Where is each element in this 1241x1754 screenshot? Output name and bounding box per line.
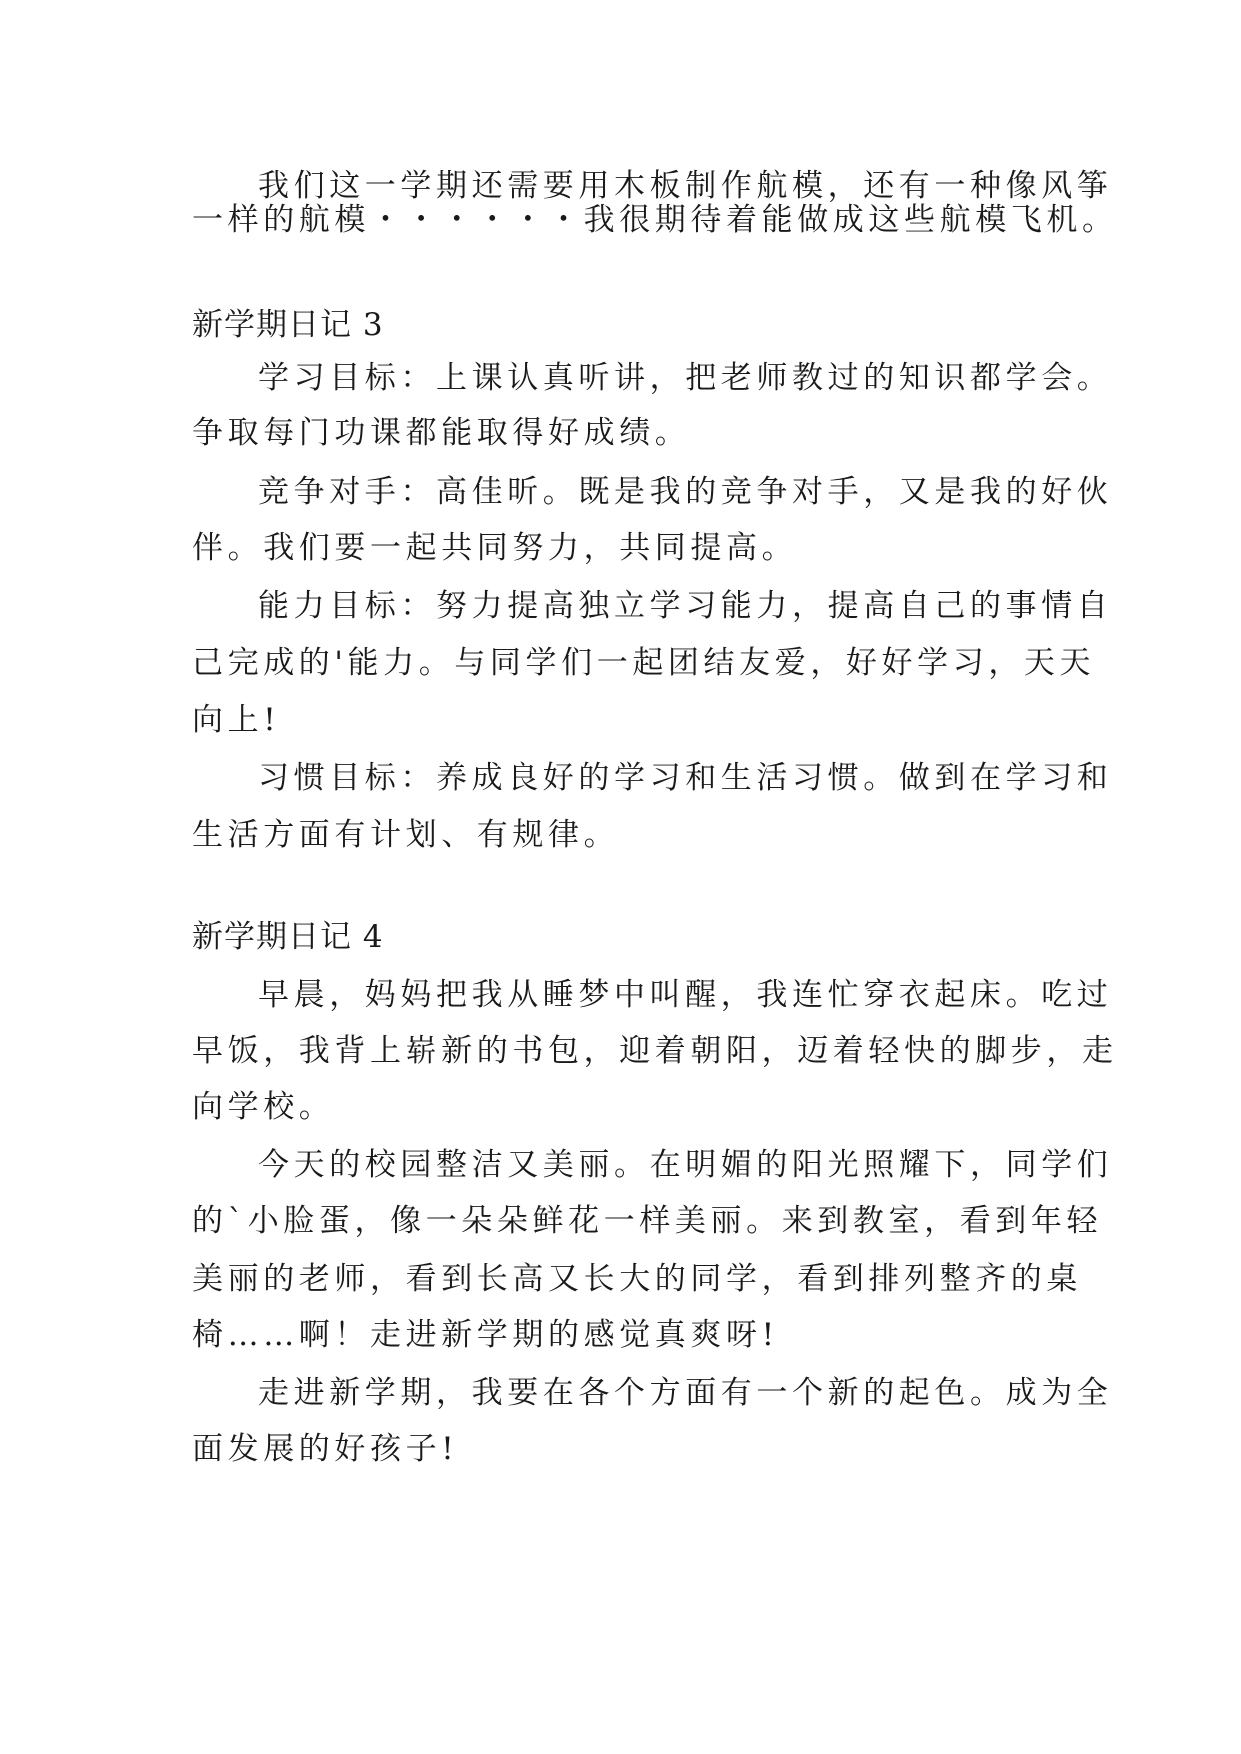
diary-heading-3: 新学期日记 3 xyxy=(192,307,384,343)
paragraph-line: 的`小脸蛋，像一朵朵鲜花一样美丽。来到教室，看到年轻 xyxy=(192,1203,1103,1239)
paragraph-line: 生活方面有计划、有规律。 xyxy=(192,817,620,853)
paragraph-line: 能力目标：努力提高独立学习能力，提高自己的事情自 xyxy=(258,588,1113,624)
paragraph-line: 伴。我们要一起共同努力，共同提高。 xyxy=(192,530,798,566)
paragraph-line: 竞争对手：高佳昕。既是我的竞争对手，又是我的好伙 xyxy=(258,474,1113,510)
paragraph-line: 争取每门功课都能取得好成绩。 xyxy=(192,415,691,451)
paragraph-line: 学习目标：上课认真听讲，把老师教过的知识都学会。 xyxy=(258,360,1113,396)
paragraph-line: 早饭，我背上崭新的书包，迎着朝阳，迈着轻快的脚步，走 xyxy=(192,1033,1118,1069)
paragraph-line: 向学校。 xyxy=(192,1089,335,1125)
paragraph-line: 己完成的'能力。与同学们一起团结友爱，好好学习，天天 xyxy=(192,645,1096,681)
paragraph-line: 面发展的好孩子! xyxy=(192,1431,459,1467)
paragraph-line: 椅……啊！走进新学期的感觉真爽呀! xyxy=(192,1317,779,1353)
paragraph-line: 早晨，妈妈把我从睡梦中叫醒，我连忙穿衣起床。吃过 xyxy=(258,977,1113,1013)
diary-heading-4: 新学期日记 4 xyxy=(192,919,384,955)
paragraph-line: 一样的航模・・・・・・我很期待着能做成这些航模飞机。 xyxy=(192,202,1118,238)
paragraph-line: 习惯目标：养成良好的学习和生活习惯。做到在学习和 xyxy=(258,760,1113,796)
paragraph-line: 向上! xyxy=(192,702,281,738)
paragraph-line: 我们这一学期还需要用木板制作航模，还有一种像风筝 xyxy=(258,168,1113,204)
paragraph-line: 走进新学期，我要在各个方面有一个新的起色。成为全 xyxy=(258,1375,1113,1411)
paragraph-line: 美丽的老师，看到长高又长大的同学，看到排列整齐的桌 xyxy=(192,1261,1082,1297)
paragraph-line: 今天的校园整洁又美丽。在明媚的阳光照耀下，同学们 xyxy=(258,1147,1113,1183)
